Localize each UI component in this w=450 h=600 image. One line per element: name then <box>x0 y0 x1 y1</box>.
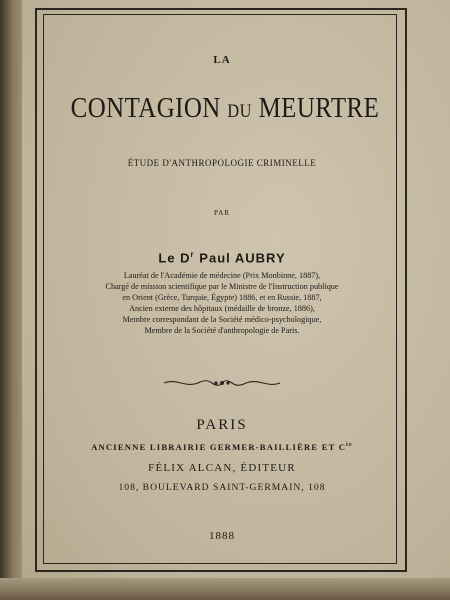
author-prefix: Le D <box>158 250 191 266</box>
credential-line: Lauréat de l'Académie de médecine (Prix Monbinne, 1887), <box>123 271 321 280</box>
title-word-contagion: CONTAGION <box>70 92 221 124</box>
credential-line: Chargé de mission scientifique par le Ministre de l'Instruction publique <box>105 282 339 291</box>
title-word-meurtre: MEURTRE <box>258 92 380 124</box>
title-word-du: DU <box>227 101 252 122</box>
title-page-content <box>46 0 398 560</box>
ornament-divider <box>162 376 282 390</box>
imprint-library-text: ANCIENNE LIBRAIRIE GERMER-BAILLIÈRE ET C <box>91 442 347 452</box>
by-line-par: PAR <box>214 209 230 217</box>
author-name <box>46 250 398 265</box>
imprint-library-sup: ie <box>346 442 353 449</box>
imprint-library <box>46 442 398 452</box>
page-bottom-shadow <box>0 578 450 600</box>
author-fullname: Paul AUBRY <box>199 250 286 266</box>
title-article: LA <box>213 54 231 66</box>
credential-line: Membre de la Société d'anthropologie de Paris. <box>144 326 300 335</box>
book-title <box>70 92 380 125</box>
book-subtitle: ÉTUDE D'ANTHROPOLOGIE CRIMINELLE <box>127 158 317 168</box>
publication-year: 1888 <box>209 530 235 542</box>
imprint-city: PARIS <box>196 417 248 433</box>
credential-line: Ancien externe des hôpitaux (médaille de bronze, 1886), <box>129 304 315 313</box>
imprint-address: 108, BOULEVARD SAINT-GERMAIN, 108 <box>118 482 326 493</box>
author-prefix-sup: r <box>190 250 195 259</box>
credential-line: en Orient (Grèce, Turquie, Égypte) 1886, et en Russie, 1887, <box>122 293 322 302</box>
credential-line: Membre correspondant de la Société médico-psychologique, <box>122 315 322 324</box>
imprint-publisher: FÉLIX ALCAN, ÉDITEUR <box>148 462 296 474</box>
